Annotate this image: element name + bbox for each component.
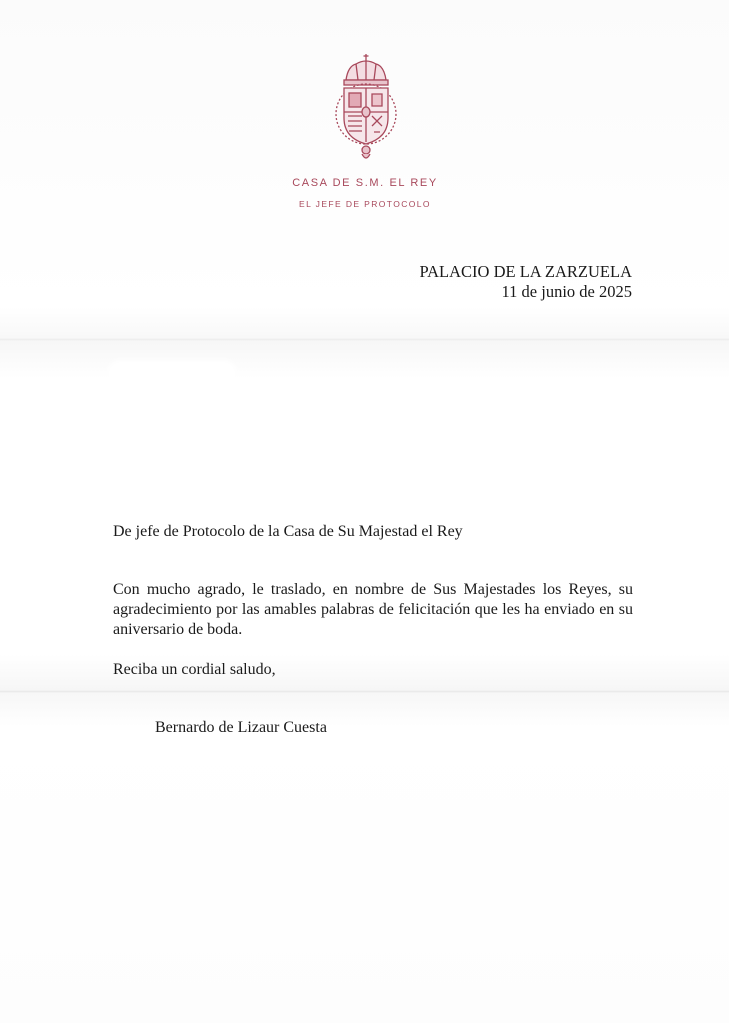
- paper-fold-lower: [0, 690, 729, 693]
- letter-body: Con mucho agrado, le traslado, en nombre de Sus Majestades los Reyes, su agradecimiento por las amables palabras de felicitación que les ha enviado en su aniversario de boda.: [113, 581, 633, 638]
- letter-place: PALACIO DE LA ZARZUELA: [419, 262, 632, 281]
- letterhead-office: EL JEFE DE PROTOCOLO: [299, 199, 431, 209]
- letterhead-house: CASA DE S.M. EL REY: [292, 177, 438, 189]
- paper-fold-upper: [0, 338, 729, 341]
- redacted-address-block: [100, 362, 350, 462]
- letter-date: 11 de junio de 2025: [501, 282, 632, 301]
- royal-coat-of-arms-icon: [326, 54, 406, 164]
- place-date-block: [419, 262, 632, 302]
- letter-subject: De jefe de Protocolo de la Casa de Su Majestad el Rey: [113, 523, 463, 540]
- letter-closing: Reciba un cordial saludo,: [113, 661, 276, 678]
- letter-signature: Bernardo de Lizaur Cuesta: [155, 719, 327, 736]
